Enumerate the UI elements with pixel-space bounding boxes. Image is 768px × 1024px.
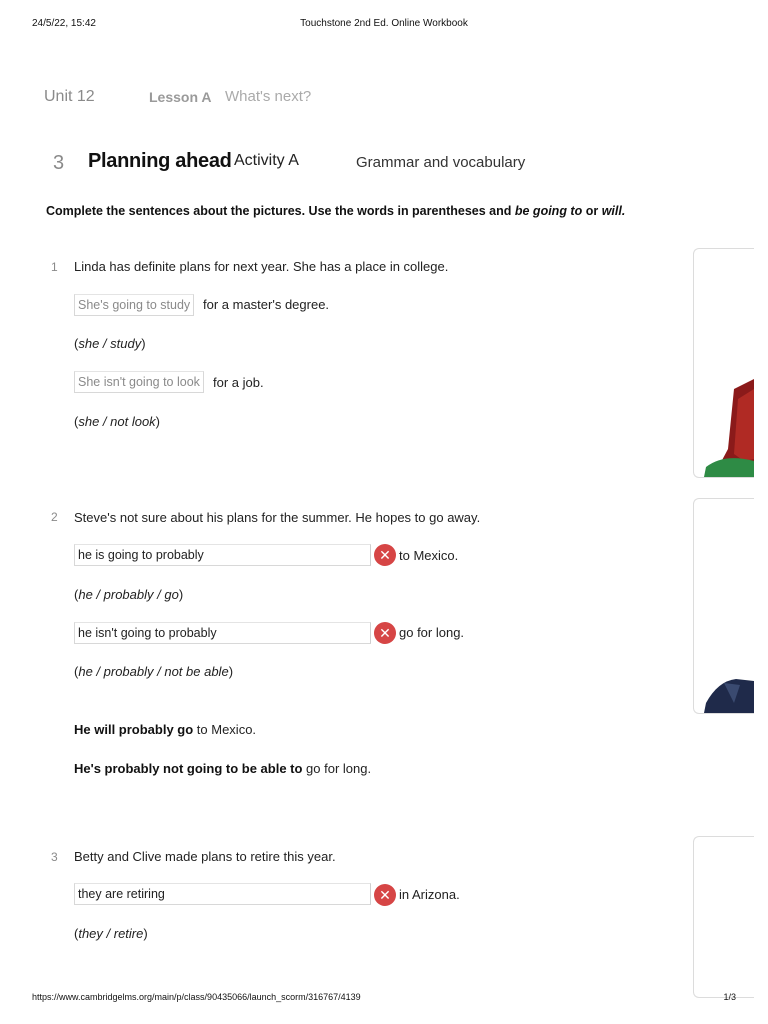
picture-card-2	[693, 498, 754, 714]
answer-field[interactable]: he isn't going to probably	[74, 622, 371, 644]
lesson-name: What's next?	[225, 88, 312, 105]
x-circle-icon: ✕	[374, 544, 396, 566]
picture-card-1	[693, 248, 754, 478]
print-url: https://www.cambridgelms.org/main/p/class/90435066/launch_scorm/316767/4139	[32, 992, 361, 1002]
print-title: Touchstone 2nd Ed. Online Workbook	[300, 18, 468, 29]
model-answer: He will probably go to Mexico.	[74, 722, 257, 737]
print-header	[32, 18, 736, 32]
sentence-ending: go for long.	[399, 625, 465, 640]
x-circle-icon: ✕	[374, 622, 396, 644]
hint-text: (she / not look)	[74, 414, 161, 429]
x-circle-icon: ✕	[374, 884, 396, 906]
lesson-label: Lesson A	[149, 89, 212, 105]
picture-man-dark-jacket	[694, 499, 754, 713]
answer-field[interactable]: they are retiring	[74, 883, 371, 905]
page-number: 1/3	[723, 992, 736, 1002]
answer-field[interactable]: She isn't going to look	[74, 371, 204, 393]
question-prompt: Linda has definite plans for next year. She has a place in college.	[74, 259, 449, 274]
unit-label: Unit 12	[44, 88, 95, 105]
print-date: 24/5/22, 15:42	[32, 18, 96, 29]
sentence-ending: for a job.	[213, 375, 264, 390]
model-answer: He's probably not going to be able to go for long.	[74, 761, 372, 776]
sentence-ending: in Arizona.	[399, 887, 460, 902]
answer-field[interactable]: She's going to study	[74, 294, 194, 316]
question-prompt: Steve's not sure about his plans for the summer. He hopes to go away.	[74, 510, 481, 525]
activity-category: Grammar and vocabulary	[356, 154, 526, 171]
answer-field[interactable]: he is going to probably	[74, 544, 371, 566]
section-number: 3	[53, 152, 65, 174]
hint-text: (she / study)	[74, 336, 146, 351]
question-number: 3	[51, 850, 58, 864]
hint-text: (he / probably / not be able)	[74, 664, 234, 679]
question-number: 2	[51, 510, 58, 524]
hint-text: (they / retire)	[74, 926, 148, 941]
sentence-ending: for a master's degree.	[203, 297, 330, 312]
activity-label: Activity A	[234, 152, 299, 169]
picture-card-3	[693, 836, 754, 998]
question-prompt: Betty and Clive made plans to retire this year.	[74, 849, 336, 864]
hint-text: (he / probably / go)	[74, 587, 184, 602]
section-title: Planning ahead	[88, 150, 232, 172]
question-number: 1	[51, 260, 58, 274]
instruction-text: Complete the sentences about the pictures. Use the words in parentheses and be going to or will.	[46, 204, 626, 218]
sentence-ending: to Mexico.	[399, 548, 459, 563]
picture-woman-with-red-hair	[694, 249, 754, 477]
